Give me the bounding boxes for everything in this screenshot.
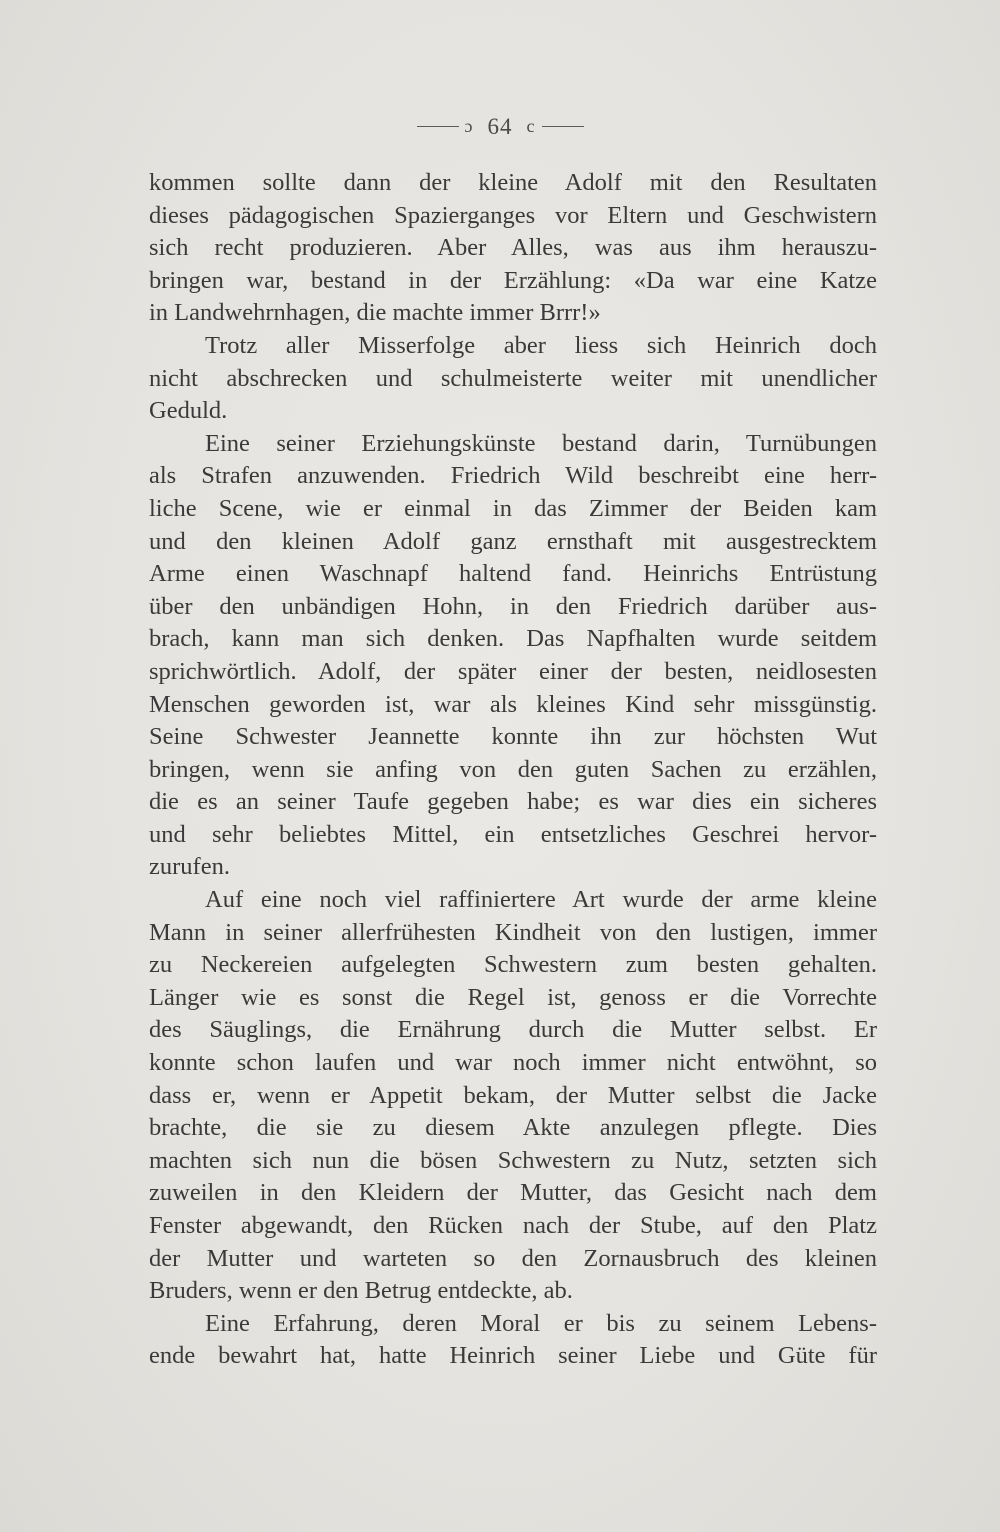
page-header	[0, 112, 1000, 140]
text-line: als Strafen anzuwenden. Friedrich Wild beschreibt eine herr-	[149, 462, 877, 490]
text-line: über den unbändigen Hohn, in den Friedrich darüber aus-	[149, 592, 877, 620]
text-line: Bruders, wenn er den Betrug entdeckte, ab.	[149, 1277, 573, 1305]
text-line: sich recht produzieren. Aber Alles, was aus ihm herauszu-	[149, 234, 877, 262]
text-line: Trotz aller Misserfolge aber liess sich Heinrich doch	[205, 331, 877, 359]
text-line: die es an seiner Taufe gegeben habe; es war dies ein sicheres	[149, 788, 877, 816]
page-number: 64	[487, 113, 513, 139]
body-text	[149, 167, 877, 1373]
text-line: brach, kann man sich denken. Das Napfhalten wurde seitdem	[149, 625, 877, 653]
text-line: der Mutter und warteten so den Zornausbruch des kleinen	[149, 1244, 877, 1272]
text-line: bringen, wenn sie anfing von den guten Sachen zu erzählen,	[149, 755, 877, 783]
text-line: liche Scene, wie er einmal in das Zimmer der Beiden kam	[149, 494, 877, 522]
text-line: sprichwörtlich. Adolf, der später einer der besten, neidlosesten	[149, 657, 877, 685]
text-line: zuweilen in den Kleidern der Mutter, das Gesicht nach dem	[149, 1179, 877, 1207]
text-line: konnte schon laufen und war noch immer nicht entwöhnt, so	[149, 1049, 877, 1077]
text-line: dass er, wenn er Appetit bekam, der Mutter selbst die Jacke	[149, 1081, 877, 1109]
text-line: nicht abschrecken und schulmeisterte weiter mit unendlicher	[149, 364, 877, 392]
text-line: Eine seiner Erziehungskünste bestand darin, Turnübungen	[205, 429, 877, 457]
text-line: des Säuglings, die Ernährung durch die Mutter selbst. Er	[149, 1016, 877, 1044]
text-line: Arme einen Waschnapf haltend fand. Heinrichs Entrüstung	[149, 560, 877, 588]
header-ornament-right: c	[526, 116, 536, 137]
text-line: Geduld.	[149, 397, 228, 425]
header-rule-left	[417, 126, 459, 127]
text-line: Auf eine noch viel raffiniertere Art wurde der arme kleine	[205, 886, 877, 914]
text-line: zu Neckereien aufgelegten Schwestern zum besten gehalten.	[149, 951, 877, 979]
header-rule-right	[542, 126, 584, 127]
text-line: machten sich nun die bösen Schwestern zu Nutz, setzten sich	[149, 1146, 877, 1174]
text-line: Eine Erfahrung, deren Moral er bis zu seinem Lebens-	[205, 1309, 877, 1337]
text-line: bringen war, bestand in der Erzählung: «Da war eine Katze	[149, 266, 877, 294]
text-line: ende bewahrt hat, hatte Heinrich seiner Liebe und Güte für	[149, 1342, 877, 1370]
text-line: zurufen.	[149, 853, 230, 881]
text-line: Seine Schwester Jeannette konnte ihn zur höchsten Wut	[149, 723, 877, 751]
text-line: Menschen geworden ist, war als kleines Kind sehr missgünstig.	[149, 690, 877, 718]
text-line: Mann in seiner allerfrühesten Kindheit von den lustigen, immer	[149, 918, 877, 946]
text-line: brachte, die sie zu diesem Akte anzulegen pflegte. Dies	[149, 1114, 877, 1142]
text-line: in Landwehrnhagen, die machte immer Brrr!»	[149, 299, 601, 327]
text-line: dieses pädagogischen Spazierganges vor Eltern und Geschwistern	[149, 201, 877, 229]
text-line: Fenster abgewandt, den Rücken nach der Stube, auf den Platz	[149, 1212, 877, 1239]
text-line: kommen sollte dann der kleine Adolf mit den Resultaten	[149, 169, 877, 196]
text-line: und sehr beliebtes Mittel, ein entsetzliches Geschrei hervor-	[149, 820, 877, 848]
text-line: Länger wie es sonst die Regel ist, genoss er die Vorrechte	[149, 983, 877, 1011]
header-ornament-left: ɔ	[464, 116, 474, 137]
text-line: und den kleinen Adolf ganz ernsthaft mit ausgestrecktem	[149, 527, 877, 555]
